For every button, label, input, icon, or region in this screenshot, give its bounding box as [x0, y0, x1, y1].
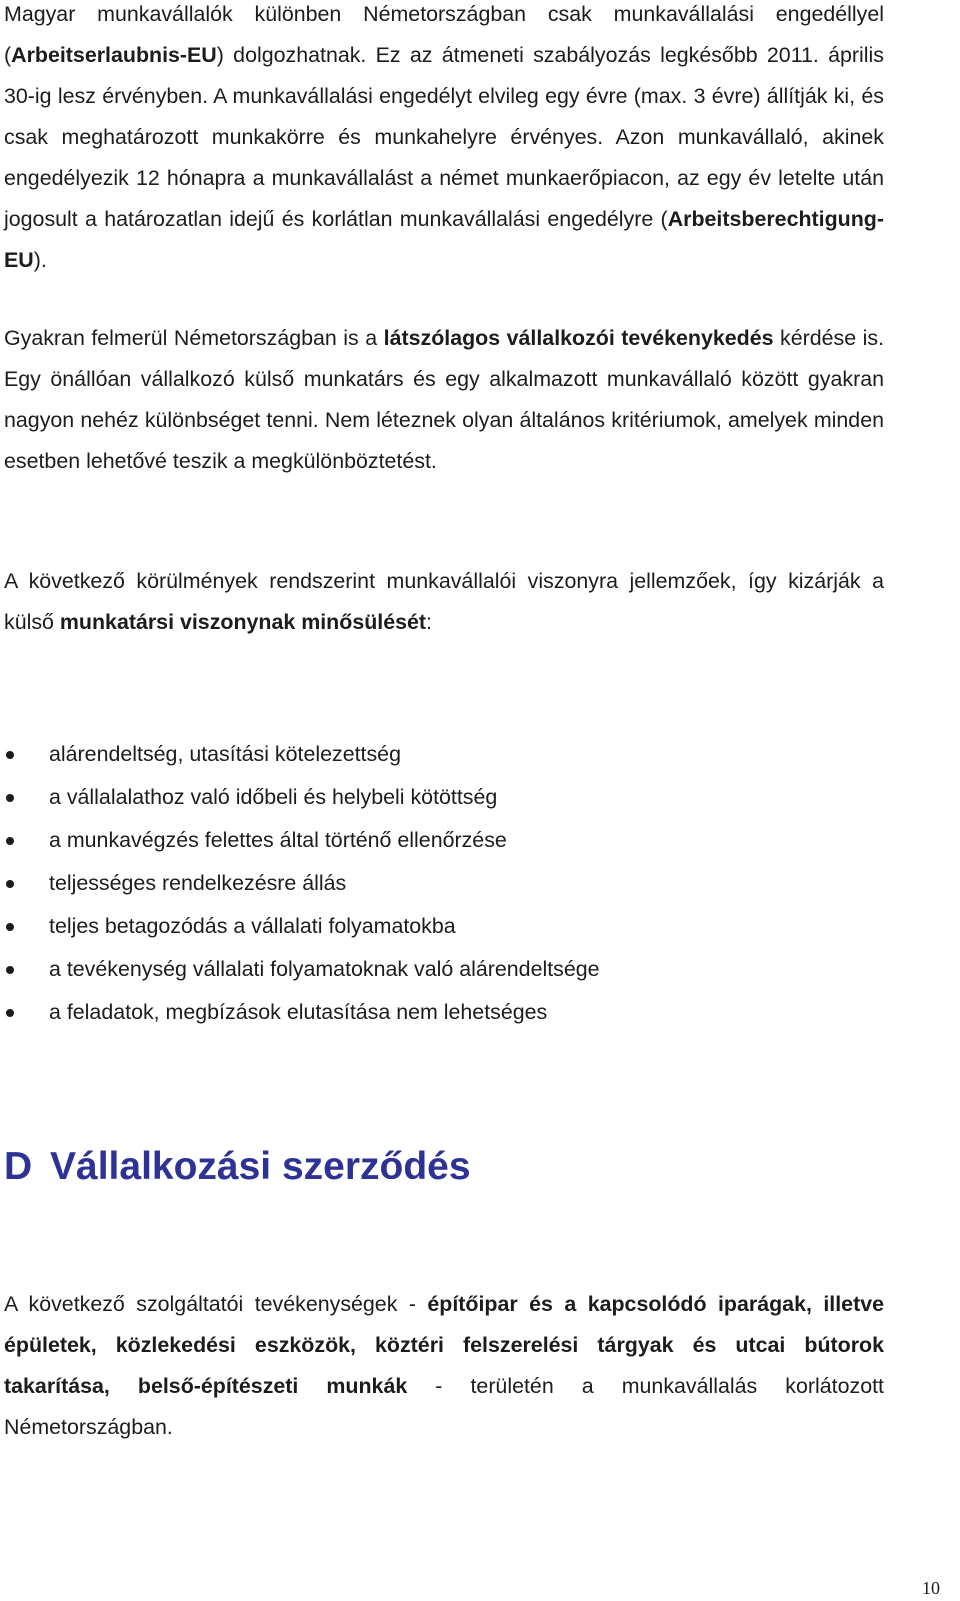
bullet-icon: [6, 1009, 14, 1017]
text-run: Gyakran felmerül Németországban is a: [4, 326, 384, 350]
text-run: ) dolgozhatnak. Ez az átmeneti szabályozás legkésőbb 2011. április 30-ig lesz érvényben. A munkavállalási engedélyt elvileg egy évre (max. 3 évre) állítják ki, és csak meghatározott munkakörre és munkahelyre érvényes. Azon munkavállaló, akinek engedélyezik 12 hónapra a munkavállalást a német munkaerőpiacon, az egy év letelte után jogosult a határozatlan idejű és korlátlan munkavállalási engedélyre (: [4, 43, 884, 231]
paragraph-criteria-intro: [4, 561, 884, 643]
page-number: 10: [922, 1578, 940, 1598]
bullet-icon: [6, 751, 14, 759]
list-item-text: a vállalalathoz való időbeli és helybeli kötöttség: [49, 785, 498, 809]
section-heading: [4, 1143, 471, 1191]
bullet-icon: [6, 966, 14, 974]
text-run: Magyar munkavállalók különben Németországban csak munkavállalási engedéllyel (: [4, 2, 884, 67]
bold-term: Arbeitserlaubnis-EU: [11, 43, 217, 67]
list-item-text: a munkavégzés felettes által történő ellenőrzése: [49, 828, 507, 852]
text-run: ).: [33, 248, 47, 272]
paragraph-pseudo-self-employment: [4, 318, 884, 482]
text-run: A következő körülmények rendszerint munkavállalói viszonyra jellemzőek, így kizárják a külső: [4, 569, 884, 634]
list-item-text: alárendeltség, utasítási kötelezettség: [49, 742, 401, 766]
list-item-text: a feladatok, megbízások elutasítása nem lehetséges: [49, 1000, 548, 1024]
list-item-text: teljes betagozódás a vállalati folyamatokba: [49, 914, 456, 938]
text-run: - területén a munkavállalás korlátozott Németországban.: [4, 1374, 884, 1439]
paragraph-restricted-services: [4, 1284, 884, 1448]
text-run: A következő szolgáltatói tevékenységek -: [4, 1292, 428, 1316]
section-letter: D: [4, 1145, 33, 1188]
section-title: Vállalkozási szerződés: [50, 1145, 471, 1188]
bullet-icon: [6, 794, 14, 802]
list-item-text: a tevékenység vállalati folyamatoknak való alárendeltsége: [49, 957, 600, 981]
bold-term: építőipar és a kapcsolódó iparágak, illetve épületek, közlekedési eszközök, köztéri felszerelési tárgyak és utcai bútorok takarítása, belső-építészeti munkák: [4, 1292, 884, 1398]
text-run: :: [426, 610, 432, 634]
bold-term: munkatársi viszonynak minősülését: [59, 610, 427, 634]
list-item-text: teljességes rendelkezésre állás: [49, 871, 347, 895]
paragraph-work-permit: [4, 0, 884, 281]
bullet-icon: [6, 837, 14, 845]
bold-term: Arbeitsberechtigung-EU: [4, 207, 884, 272]
bold-term: látszólagos vállalkozói tevékenykedés: [383, 326, 774, 350]
text-run: kérdése is. Egy önállóan vállalkozó külső munkatárs és egy alkalmazott munkavállaló között gyakran nagyon nehéz különbséget tenni. Nem léteznek olyan általános kritériumok, amelyek minden esetben lehetővé teszik a megkülönböztetést.: [4, 326, 885, 473]
bullet-icon: [6, 880, 14, 888]
bullet-icon: [6, 923, 14, 931]
